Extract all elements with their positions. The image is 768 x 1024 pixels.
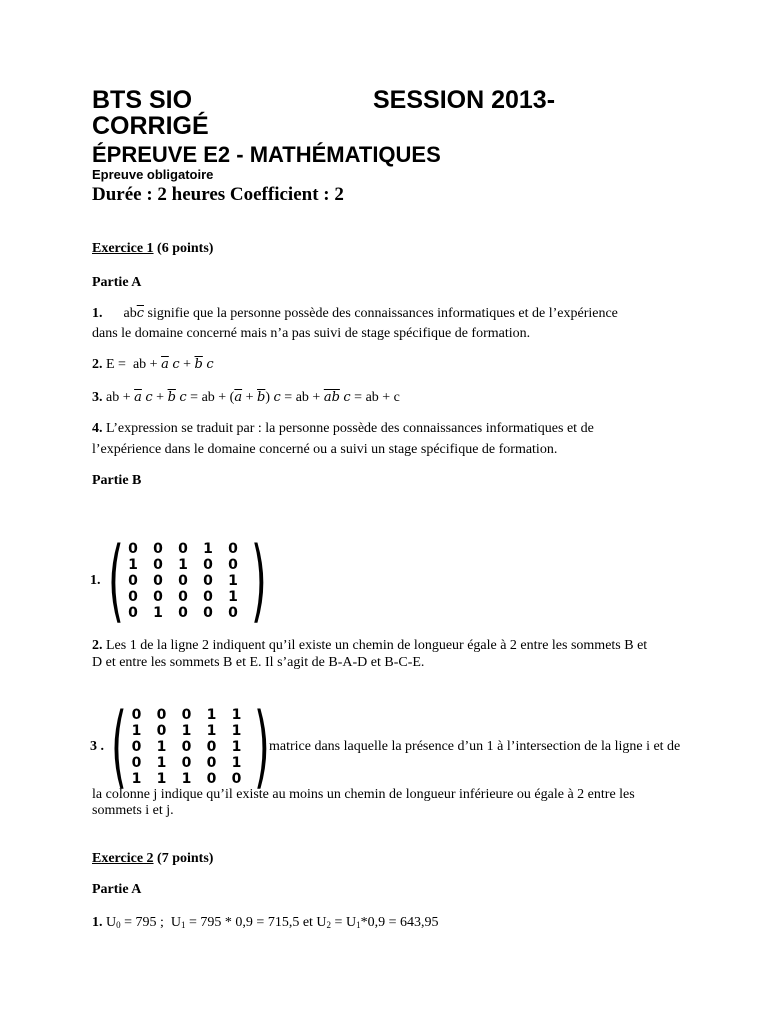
header-session: SESSION 2013-	[373, 86, 556, 114]
left-paren: (	[107, 528, 124, 633]
header-obligatoire: Epreuve obligatoire	[92, 167, 214, 182]
matrix-cell: 1	[206, 723, 217, 739]
matrix-cell: 1	[181, 723, 192, 739]
ex1-partie-a: Partie A	[92, 275, 142, 290]
ex1-b2-line2: D et entre les sommets B et E. Il s’agit de B-A-D et B-C-E.	[92, 655, 425, 670]
matrix-cell: 0	[131, 707, 142, 723]
ex2-partie-a: Partie A	[92, 882, 142, 897]
ex1-heading: Exercice 1 (6 points)	[92, 241, 214, 256]
matrix-cell: 0	[156, 723, 167, 739]
matrix-cell: 0	[153, 541, 163, 557]
matrix-cell: 1	[231, 755, 242, 771]
matrix-cell: 1	[156, 771, 167, 787]
ex1-q1-line2: dans le domaine concerné mais n’a pas suivi de stage spécifique de formation.	[92, 326, 531, 341]
matrix-3	[124, 707, 249, 787]
matrix-cell: 0	[178, 541, 188, 557]
matrix-cell: 1	[131, 771, 142, 787]
matrix-cell: 0	[128, 541, 138, 557]
ex1-b2: 2. Les 1 de la ligne 2 indiquent qu’il existe un chemin de longueur égale à 2 entre les sommets B et	[92, 638, 648, 653]
matrix-cell: 0	[228, 557, 238, 573]
matrix-cell: 0	[131, 755, 142, 771]
ex1-q2: 2. E = ab + $\overline{a}$ $c + \overline{b}$ c	[92, 357, 214, 372]
matrix-cell: 1	[131, 723, 142, 739]
matrix-cell: 0	[178, 589, 188, 605]
matrix-cell: 0	[203, 589, 213, 605]
matrix-cell: 1	[206, 707, 217, 723]
ex1-q4: 4. L’expression se traduit par : la personne possède des connaissances informatiques et de	[92, 421, 594, 436]
matrix-cell: 0	[228, 541, 238, 557]
matrix-1-block: 1. ( 0 0 0 1 0 1 0 1 0 0 0 0 0 0 1 0 0 0 0 1 0 1 0 0 0 )	[90, 528, 267, 633]
ex1-q3: 3. ab + $\overline{a}$ $c + \overline{b}$ c = ab + $(\overline{a} + \overline{b}) c$ = ab + $\overline{ab}$ c = ab + c	[92, 390, 400, 405]
ex1-q1: 1. $ab\overline{c}$ signifie que la personne possède des connaissances informatiques et de l’expérience	[92, 306, 618, 321]
matrix-cell: 1	[178, 557, 188, 573]
matrix-cell: 0	[203, 573, 213, 589]
matrix-cell: 0	[228, 605, 238, 621]
matrix-cell: 1	[231, 723, 242, 739]
matrix-cell: 0	[153, 557, 163, 573]
left-paren: (	[110, 694, 127, 799]
right-paren: )	[250, 528, 267, 633]
ex2-q1: 1. $U_0 = 795$ ; $U_1 = 795 * 0,9 = 715,5$ et $U_2 = U_1*0,9 = 643,95$	[92, 915, 439, 930]
matrix-cell: 0	[178, 605, 188, 621]
matrix-cell: 0	[206, 755, 217, 771]
matrix-cell: 0	[206, 739, 217, 755]
matrix-cell: 0	[206, 771, 217, 787]
matrix-cell: 0	[181, 755, 192, 771]
matrix-cell: 1	[156, 755, 167, 771]
ex1-b3-line3: sommets i et j.	[92, 803, 174, 818]
right-paren: )	[253, 694, 270, 799]
matrix-cell: 0	[128, 573, 138, 589]
matrix-1	[121, 541, 246, 621]
matrix-3-block: 3 . ( 0 0 0 1 1 1 0 1 1 1 0 1 0 0 1 0 1 0 0 1 1 1 1 0 0 ) matrice dans laquelle la présence d’un 1 à l’intersection de la ligne i et de	[90, 694, 681, 799]
header-bts: BTS SIO	[92, 86, 193, 114]
ex2-heading: Exercice 2 (7 points)	[92, 851, 214, 866]
matrix-cell: 1	[203, 541, 213, 557]
matrix-cell: 0	[153, 589, 163, 605]
matrix-cell: 1	[128, 557, 138, 573]
matrix-cell: 0	[231, 771, 242, 787]
ex1-q4-line2: l’expérience dans le domaine concerné ou a suivi un stage spécifique de formation.	[92, 442, 558, 457]
matrix-cell: 0	[181, 739, 192, 755]
matrix-cell: 0	[156, 707, 167, 723]
matrix-cell: 1	[231, 707, 242, 723]
matrix-cell: 0	[131, 739, 142, 755]
matrix-cell: 0	[203, 605, 213, 621]
header-corrige: CORRIGÉ	[92, 112, 209, 140]
header-duree: Durée : 2 heures Coefficient : 2	[92, 184, 344, 205]
matrix-cell: 0	[153, 573, 163, 589]
matrix-cell: 0	[181, 707, 192, 723]
matrix-cell: 0	[203, 557, 213, 573]
matrix-cell: 1	[228, 589, 238, 605]
matrix-cell: 0	[128, 589, 138, 605]
ex1-b3-line2: la colonne j indique qu’il existe au moins un chemin de longueur inférieure ou égale à 2 entre les	[92, 787, 635, 802]
matrix-cell: 1	[153, 605, 163, 621]
matrix-cell: 1	[231, 739, 242, 755]
ex1-partie-b: Partie B	[92, 473, 142, 488]
matrix-cell: 1	[181, 771, 192, 787]
matrix-cell: 1	[156, 739, 167, 755]
matrix-cell: 0	[178, 573, 188, 589]
matrix-cell: 1	[228, 573, 238, 589]
header-epreuve: ÉPREUVE E2 - MATHÉMATIQUES	[92, 142, 441, 167]
matrix-cell: 0	[128, 605, 138, 621]
c-bar: $\overline{c}$	[136, 306, 144, 321]
